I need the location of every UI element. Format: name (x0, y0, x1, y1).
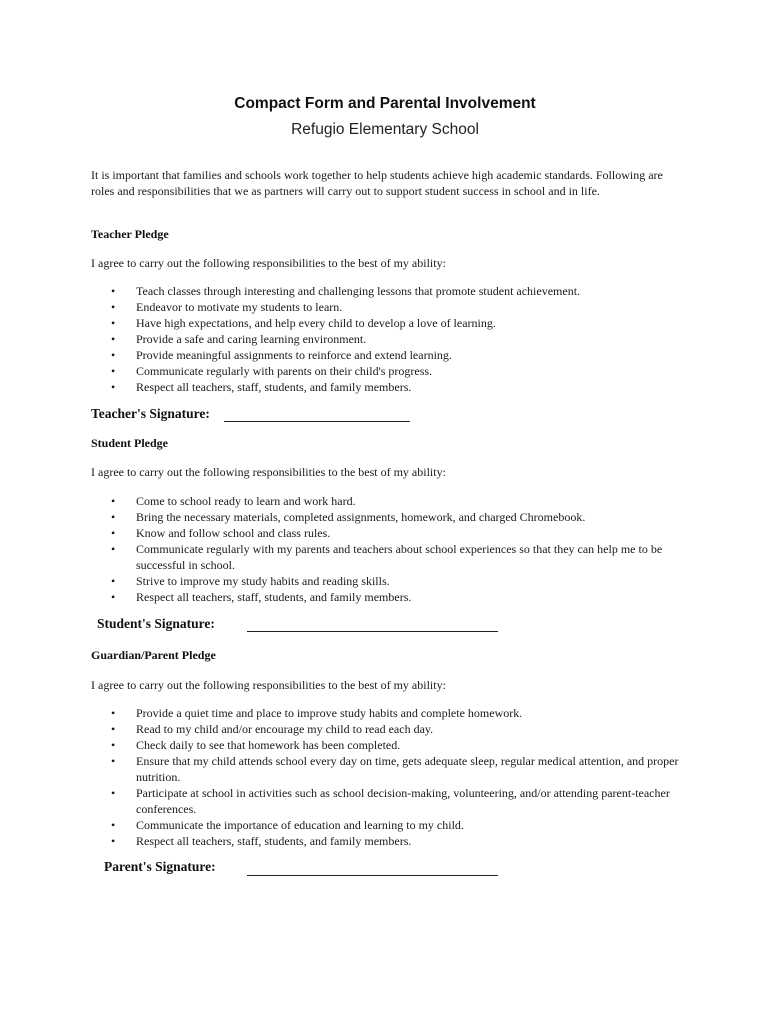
student-pledge-heading: Student Pledge (91, 436, 169, 450)
list-item: • Bring the necessary materials, completed assignments, homework, and charged Chromebook. (91, 509, 701, 525)
list-item: • Endeavor to motivate my students to learn. (91, 299, 701, 315)
teacher-pledge-heading: Teacher Pledge (91, 227, 169, 241)
list-item: • Communicate regularly with parents on their child's progress. (91, 363, 701, 379)
student-responsibilities-list (91, 493, 701, 605)
document-title: Compact Form and Parental Involvement (234, 95, 536, 112)
list-item: • Provide a safe and caring learning environment. (91, 331, 701, 347)
parent-signature-label: Parent's Signature: (104, 859, 216, 874)
intro-paragraph: It is important that families and schools work together to help students achieve high academic standards. Following are roles and responsibilities that we as partners will carry out to support student success in school and in life. (91, 168, 663, 198)
student-signature-label: Student's Signature: (97, 616, 215, 631)
parent-pledge-heading: Guardian/Parent Pledge (91, 648, 216, 662)
list-item: • Respect all teachers, staff, students, and family members. (91, 589, 701, 605)
teacher-responsibilities-list (91, 283, 701, 395)
list-item: • Provide a quiet time and place to improve study habits and complete homework. (91, 705, 701, 721)
student-signature-line[interactable] (247, 631, 498, 632)
list-item: • Strive to improve my study habits and reading skills. (91, 573, 701, 589)
list-item: • Provide meaningful assignments to reinforce and extend learning. (91, 347, 701, 363)
student-agree-text: I agree to carry out the following responsibilities to the best of my ability: (91, 465, 446, 479)
list-item: • Check daily to see that homework has been completed. (91, 737, 701, 753)
teacher-signature-line[interactable] (224, 421, 410, 422)
list-item: • Ensure that my child attends school every day on time, gets adequate sleep, regular medical attention, and proper nutrition. (91, 753, 701, 785)
parent-agree-text: I agree to carry out the following responsibilities to the best of my ability: (91, 678, 446, 692)
list-item: • Participate at school in activities such as school decision-making, volunteering, and/or attending parent-teacher conferences. (91, 785, 701, 817)
school-name: Refugio Elementary School (291, 121, 479, 138)
list-item: • Read to my child and/or encourage my child to read each day. (91, 721, 701, 737)
list-item: • Come to school ready to learn and work hard. (91, 493, 701, 509)
teacher-agree-text: I agree to carry out the following responsibilities to the best of my ability: (91, 256, 446, 270)
parent-signature-line[interactable] (247, 875, 498, 876)
list-item: • Communicate the importance of education and learning to my child. (91, 817, 701, 833)
list-item: • Teach classes through interesting and challenging lessons that promote student achievement. (91, 283, 701, 299)
list-item: • Respect all teachers, staff, students, and family members. (91, 379, 701, 395)
list-item: • Have high expectations, and help every child to develop a love of learning. (91, 315, 701, 331)
list-item: • Know and follow school and class rules. (91, 525, 701, 541)
list-item: • Communicate regularly with my parents and teachers about school experiences so that they can help me to be successful in school. (91, 541, 701, 573)
teacher-signature-label: Teacher's Signature: (91, 406, 210, 421)
list-item: • Respect all teachers, staff, students, and family members. (91, 833, 701, 849)
parent-responsibilities-list (91, 705, 701, 849)
